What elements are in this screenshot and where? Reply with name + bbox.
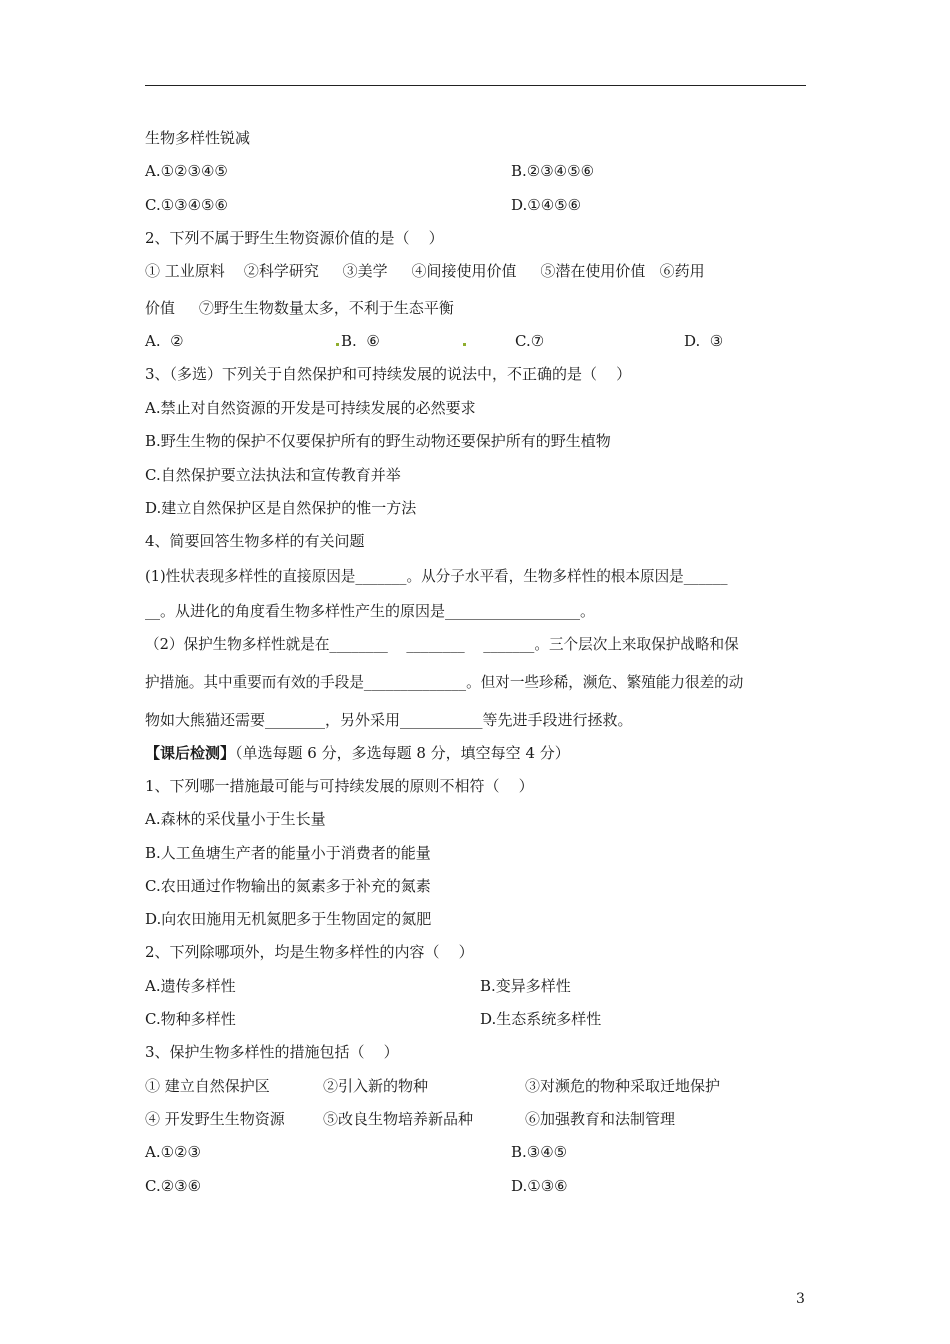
option-b: B.人工鱼塘生产者的能量小于消费者的能量 — [145, 844, 431, 862]
section-heading — [145, 743, 570, 763]
question-2-items-cont: 价值 ⑦野生生物数量太多，不利于生态平衡 — [145, 299, 454, 317]
option-d: D.①④⑤⑥ — [511, 196, 582, 214]
option-a: A.禁止对自然资源的开发是可持续发展的必然要求 — [145, 399, 476, 417]
header-rule — [145, 85, 806, 86]
question-3: 3、保护生物多样性的措施包括（ ） — [145, 1043, 399, 1061]
option-b: B.野生生物的保护不仅要保护所有的野生动物还要保护所有的野生植物 — [145, 432, 611, 450]
option-c: C.自然保护要立法执法和宣传教育并举 — [145, 466, 401, 484]
option-b — [336, 331, 380, 351]
option-a: A.①②③④⑤ — [145, 162, 228, 180]
option-d: D.建立自然保护区是自然保护的惟一方法 — [145, 499, 417, 517]
option-a: A.①②③ — [145, 1143, 201, 1161]
measure-item: ① 建立自然保护区 — [145, 1077, 270, 1095]
question-4: 4、简要回答生物多样的有关问题 — [145, 532, 365, 550]
option-c: C.物种多样性 — [145, 1010, 236, 1028]
text-line: 生物多样性锐减 — [145, 129, 251, 147]
mark-dot — [463, 331, 468, 351]
page-number: 3 — [796, 1291, 805, 1307]
option-c: C.⑦ — [515, 332, 545, 350]
option-d: D.向农田施用无机氮肥多于生物固定的氮肥 — [145, 910, 432, 928]
option-a: A.森林的采伐量小于生长量 — [145, 810, 326, 828]
option-c: C.②③⑥ — [145, 1177, 202, 1195]
question-4-part-1: (1)性状表现多样性的直接原因是_______。从分子水平看，生物多样性的根本原因是______ — [145, 568, 728, 585]
measure-item: ⑤改良生物培养新品种 — [323, 1110, 474, 1128]
section-title: 【课后检测】 — [145, 744, 236, 762]
question-3: 3、（多选）下列关于自然保护和可持续发展的说法中，不正确的是（ ） — [145, 365, 632, 383]
option-a: A. ② — [145, 332, 184, 350]
measure-item: ③对濒危的物种采取迁地保护 — [525, 1077, 721, 1095]
measure-item: ②引入新的物种 — [323, 1077, 429, 1095]
section-scoring: （单选每题 6 分，多选每题 8 分，填空每空 4 分） — [235, 744, 570, 762]
question-2: 2、下列除哪项外，均是生物多样性的内容（ ） — [145, 943, 474, 961]
question-2-items: ① 工业原料 ②科学研究 ③美学 ④间接使用价值 ⑤潜在使用价值 ⑥药用 — [145, 262, 705, 280]
question-2: 2、下列不属于野生生物资源价值的是（ ） — [145, 229, 444, 247]
option-d: D. ③ — [684, 332, 724, 350]
option-d: D.生态系统多样性 — [480, 1010, 602, 1028]
option-b: B.变异多样性 — [480, 977, 571, 995]
question-4-part-2: （2）保护生物多样性就是在________ ________ _______。三个层次上来取保护战略和保 — [145, 636, 739, 653]
option-b: B.③④⑤ — [511, 1143, 568, 1161]
option-c: C.①③④⑤⑥ — [145, 196, 228, 214]
option-a: A.遗传多样性 — [145, 977, 236, 995]
option-c: C.农田通过作物输出的氮素多于补充的氮素 — [145, 877, 431, 895]
question-4-part-2-end: 物如大熊猫还需要________，另外采用___________等先进手段进行拯救。 — [145, 711, 633, 729]
measure-item: ④ 开发野生生物资源 — [145, 1110, 285, 1128]
measure-item: ⑥加强教育和法制管理 — [525, 1110, 676, 1128]
question-1: 1、下列哪一措施最可能与可持续发展的原则不相符（ ） — [145, 777, 534, 795]
mark-dot — [336, 343, 339, 346]
option-b-label: B. ⑥ — [341, 332, 380, 350]
question-4-part-2-cont: 护措施。其中重要而有效的手段是______________。但对一些珍稀，濒危、繁殖能力很差的动 — [145, 674, 744, 691]
option-d: D.①③⑥ — [511, 1177, 568, 1195]
option-b: B.②③④⑤⑥ — [511, 162, 595, 180]
question-4-part-1-cont: __。从进化的角度看生物多样性产生的原因是__________________。 — [145, 602, 596, 620]
